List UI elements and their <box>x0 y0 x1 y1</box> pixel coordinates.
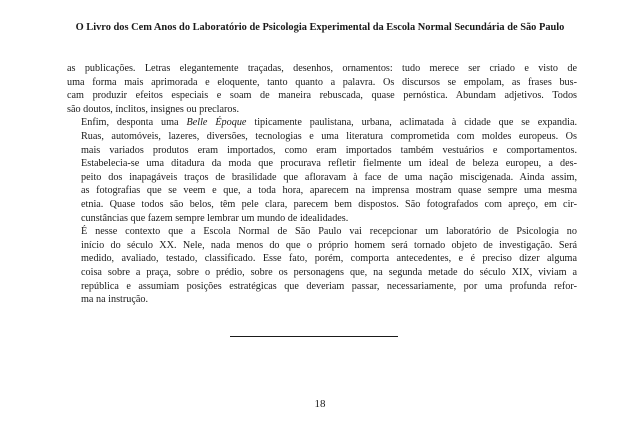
text-line: ma na instrução. <box>81 294 149 306</box>
text-line: mais variados produtos eram importados, como eram importados também vestuários e comportamentos. <box>81 144 577 156</box>
paragraph-3 <box>67 225 577 307</box>
text-run: tipicamente paulistana, urbana, aclimatada à cidade que se expandia. <box>246 117 578 129</box>
text-line: cam produzir efeitos especiais e soam de maneira rebuscada, quase pernóstica. Abundam adjetivos. Todos <box>67 90 577 102</box>
section-separator-rule <box>230 336 398 337</box>
text-line: coisa sobre a praça, sobre o prédio, sobre os personagens que, na segunda metade do século XIX, viviam a <box>81 266 577 278</box>
page-number: 18 <box>314 398 326 410</box>
body-text <box>67 62 577 307</box>
paragraph-2 <box>67 116 577 225</box>
paragraph-1 <box>67 62 577 116</box>
text-line: etnia. Quase todos são belos, têm pele clara, parecem bem dispostos. São fotografados com apreço, em cir- <box>81 198 577 210</box>
italic-term: Belle Époque <box>186 117 247 129</box>
text-line: as publicações. Letras elegantemente traçadas, desenhos, ornamentos: tudo merece ser criado e visto de <box>67 63 577 74</box>
text-line: É nesse contexto que a Escola Normal de São Paulo vai recepcionar um laboratório de Psicologia no <box>81 226 577 238</box>
text-line: medido, avaliado, testado, classificado. Esse fato, porém, comporta antecedentes, e é preciso dizer alguma <box>81 253 577 265</box>
text-line: república e assumiam posições estratégicas que deveriam passar, necessariamente, por uma profunda refor- <box>81 280 577 292</box>
text-line: Estabelecia-se uma ditadura da moda que procurava refletir fielmente um ideal de beleza europeu, a des- <box>81 158 577 170</box>
text-run: Enfim, desponta uma <box>81 117 187 129</box>
text-line: início do século XX. Nele, nada menos do que o próprio homem será tornado objeto de investigação. Será <box>81 239 577 251</box>
text-line: são doutos, ínclitos, insignes ou preclaros. <box>67 103 240 115</box>
text-line: as fotografias que se veem e que, a toda hora, aparecem na imprensa mostram quase sempre uma mesma <box>81 185 577 197</box>
text-line <box>67 116 577 130</box>
text-line: uma forma mais aprimorada e eloquente, tanto quanto a palavra. Os discursos se empolam, as frases bus- <box>67 76 577 88</box>
running-header: O Livro dos Cem Anos do Laboratório de Psicologia Experimental da Escola Normal Secundária de São Paulo <box>75 22 565 33</box>
text-line: peito dos inapagáveis traços de brasilidade que afloravam à face de uma nação miscigenada. Ainda assim, <box>81 171 577 183</box>
text-line: cunstâncias que fazem sempre lembrar um mundo de idealidades. <box>81 212 349 224</box>
text-line: Ruas, automóveis, lazeres, diversões, tecnologias e uma literatura comprometida com moldes europeus. Os <box>81 130 577 142</box>
